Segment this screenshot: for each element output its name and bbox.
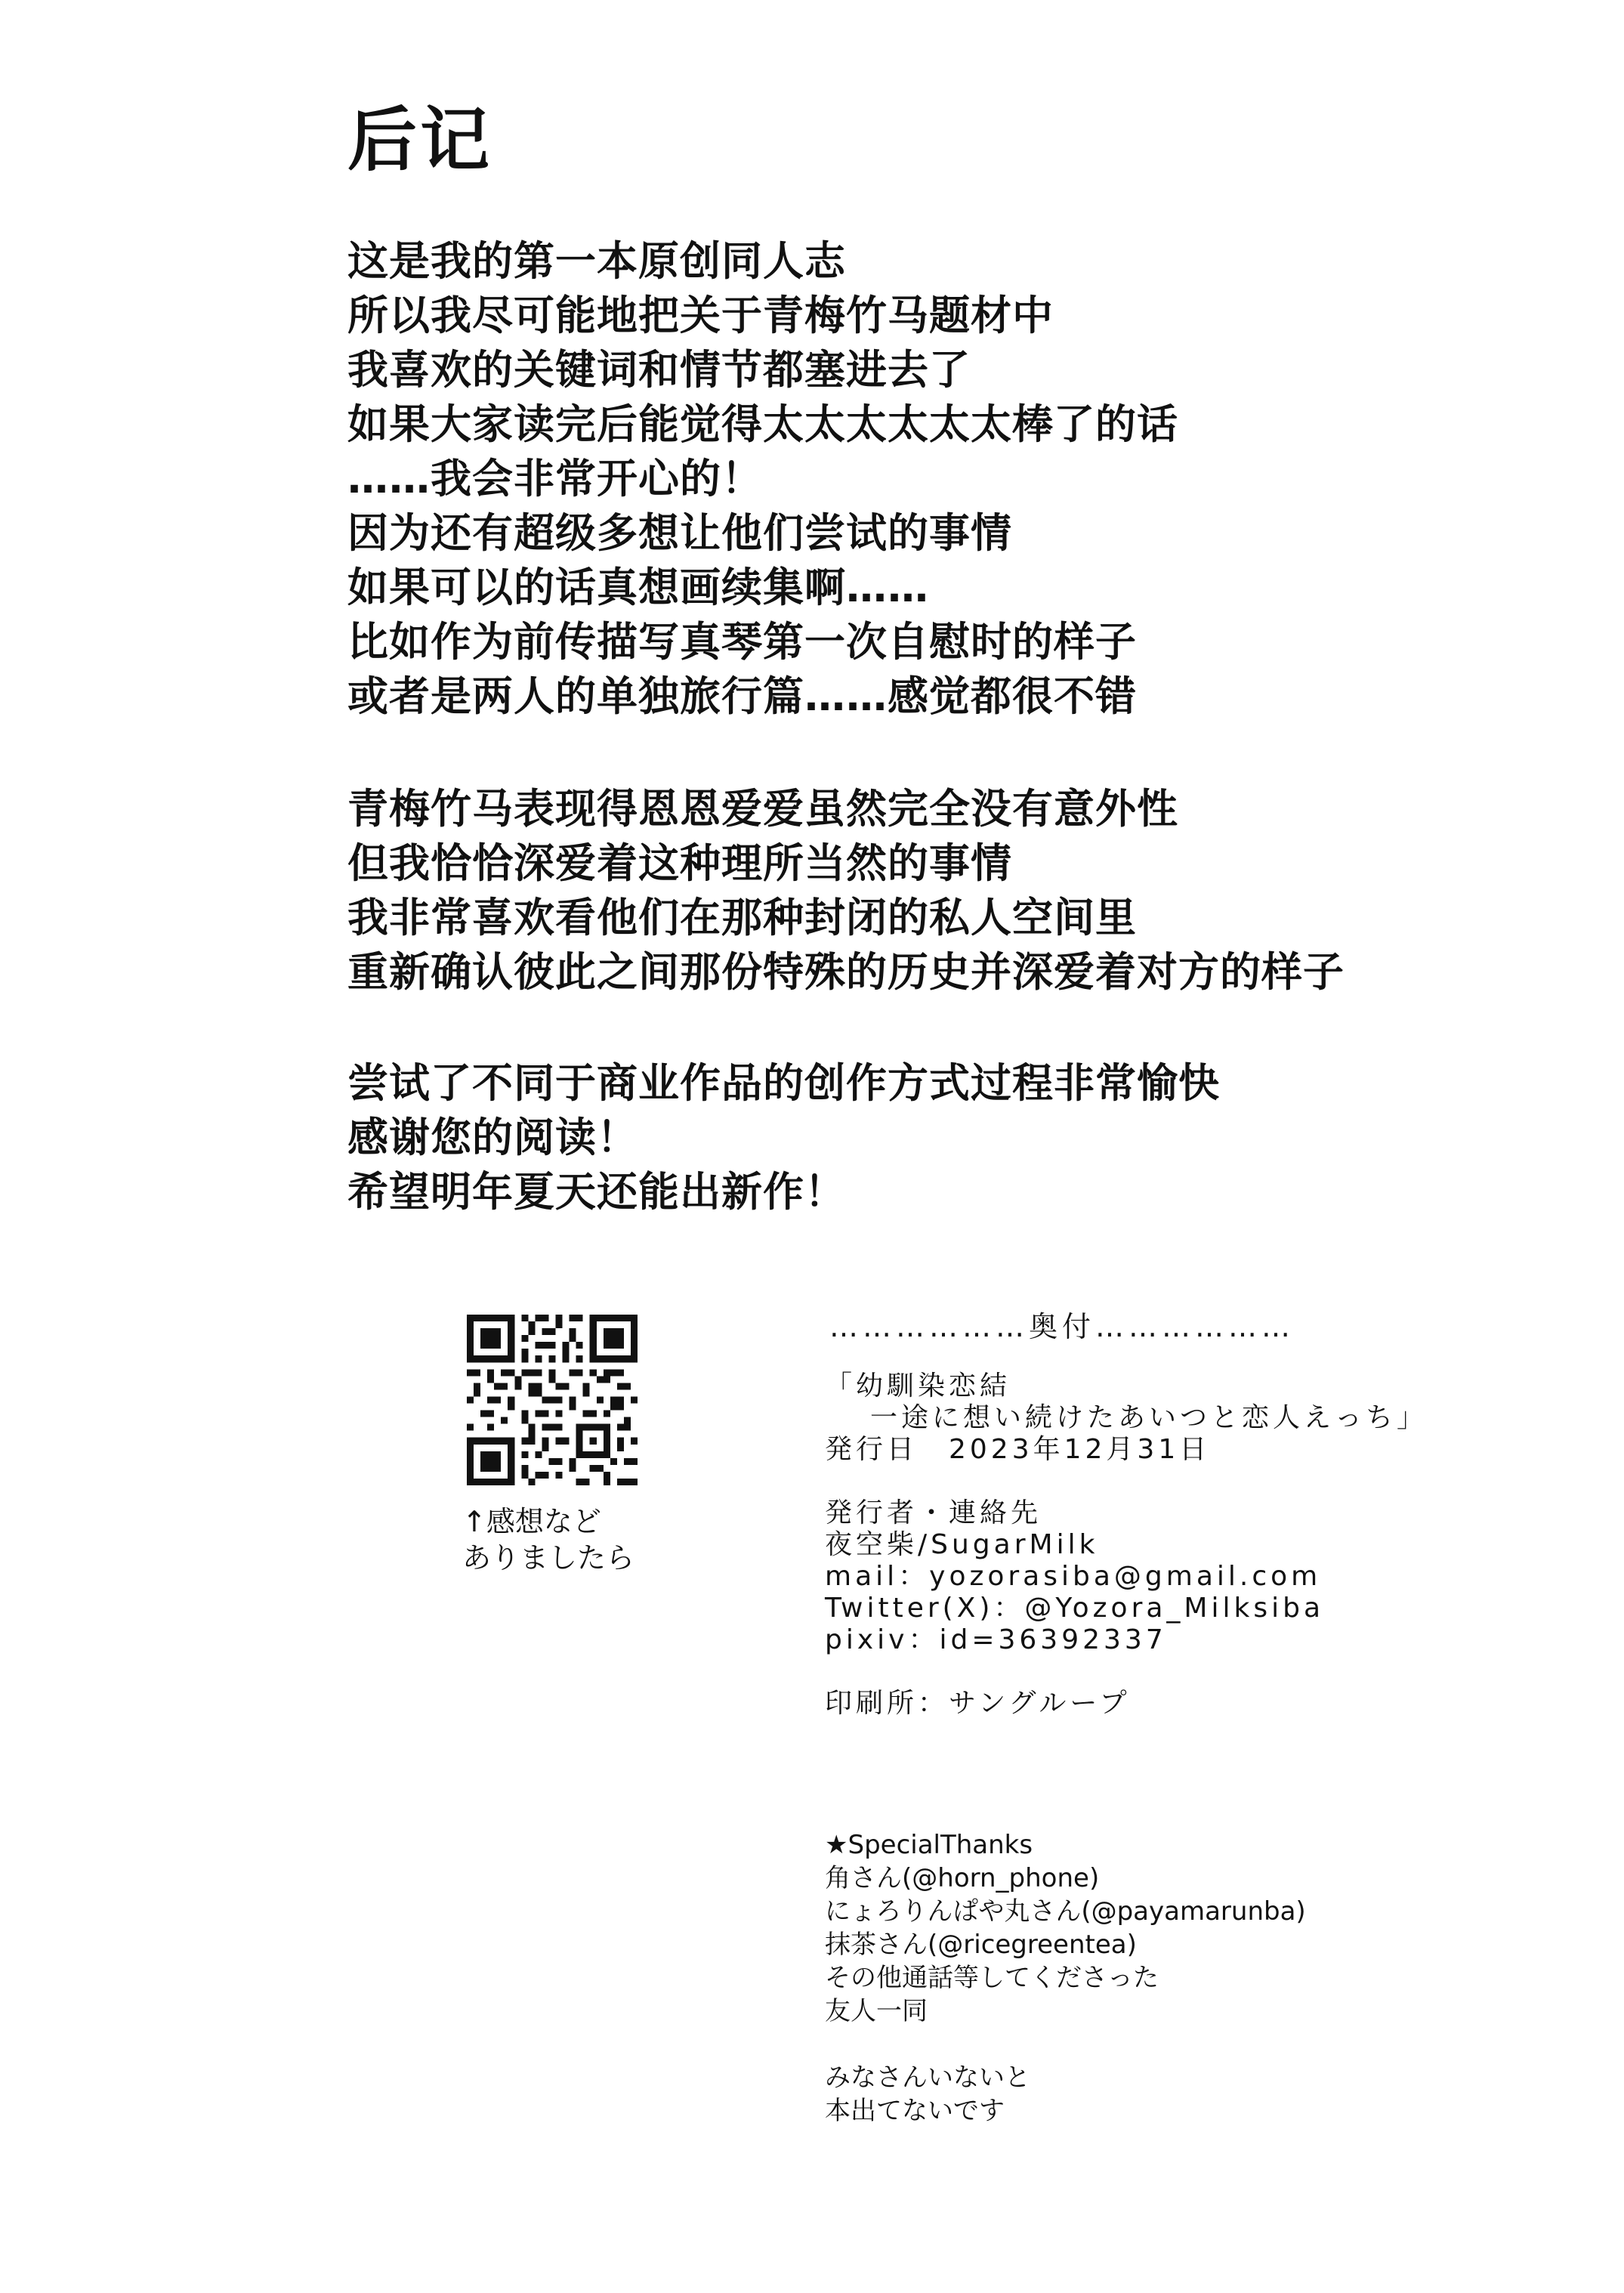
afterword-paragraph-2 xyxy=(347,782,1345,1000)
book-title: 「幼馴染恋結 xyxy=(825,1371,1011,1401)
text-line: 尝试了不同于商业作品的创作方式过程非常愉快 xyxy=(347,1059,1220,1107)
closing-line: みなさんいないと xyxy=(825,2063,1030,2093)
printer: 印刷所：サングループ xyxy=(825,1688,1131,1719)
qr-caption-line: ありましたら xyxy=(462,1541,635,1575)
contact-mail: mail：yozorasiba@gmail.com xyxy=(825,1561,1322,1592)
text-line: 但我恰恰深爱着这种理所当然的事情 xyxy=(347,839,1012,887)
thanks-line: 抹茶さん(@ricegreentea) xyxy=(825,1930,1137,1960)
text-line: 青梅竹马表现得恩恩爱爱虽然完全没有意外性 xyxy=(347,785,1178,833)
text-line: 所以我尽可能地把关于青梅竹马题材中 xyxy=(347,292,1054,339)
publisher-name: 夜空柴/SugarMilk xyxy=(825,1529,1099,1560)
text-line: 如果大家读完后能觉得太太太太太太棒了的话 xyxy=(347,400,1178,448)
text-line: ……我会非常开心的！ xyxy=(347,455,763,502)
text-line: 比如作为前传描写真琴第一次自慰时的样子 xyxy=(347,618,1137,666)
text-line: 希望明年夏天还能出新作！ xyxy=(347,1168,846,1216)
qr-caption xyxy=(462,1503,634,1576)
text-line: 如果可以的话真想画续集啊…… xyxy=(347,564,929,611)
book-subtitle: 一途に想い続けたあいつと恋人えっち」 xyxy=(870,1402,1428,1433)
thanks-line: にょろりんぱや丸さん(@payamarunba) xyxy=(825,1896,1306,1927)
text-line: 因为还有超级多想让他们尝试的事情 xyxy=(347,509,1012,557)
text-line: 这是我的第一本原创同人志 xyxy=(347,237,846,285)
thanks-line: 角さん(@horn_phone) xyxy=(825,1863,1100,1893)
colophon-header: ………………奥付……………… xyxy=(829,1310,1295,1343)
colophon xyxy=(825,1371,1428,1720)
page-title: 后记 xyxy=(347,100,493,181)
contact-twitter: Twitter(X)：@Yozora_Milksiba xyxy=(825,1593,1325,1624)
text-line: 感谢您的阅读！ xyxy=(347,1114,638,1161)
special-thanks xyxy=(825,1828,1306,2128)
qr-caption-line: ↑感想など xyxy=(462,1505,601,1538)
text-line: 我非常喜欢看他们在那种封闭的私人空间里 xyxy=(347,894,1137,941)
afterword-paragraph-1 xyxy=(347,234,1178,724)
publish-date: 発行日 2023年12月31日 xyxy=(825,1434,1211,1465)
text-line: 或者是两人的单独旅行篇……感觉都很不错 xyxy=(347,672,1137,720)
thanks-line: 友人一同 xyxy=(825,1996,928,2026)
qr-code-icon[interactable] xyxy=(467,1315,638,1485)
text-line: 我喜欢的关键词和情节都塞进去了 xyxy=(347,346,971,394)
afterword-paragraph-3 xyxy=(347,1056,1220,1219)
text-line: 重新确认彼此之间那份特殊的历史并深爱着对方的样子 xyxy=(347,948,1345,996)
closing-line: 本出てないです xyxy=(825,2096,1005,2126)
thanks-line: その他通話等してくださった xyxy=(825,1963,1159,1993)
thanks-header: ★SpecialThanks xyxy=(825,1830,1033,1860)
contact-pixiv: pixiv：id=36392337 xyxy=(825,1624,1167,1655)
publisher-label: 発行者・連絡先 xyxy=(825,1497,1042,1528)
